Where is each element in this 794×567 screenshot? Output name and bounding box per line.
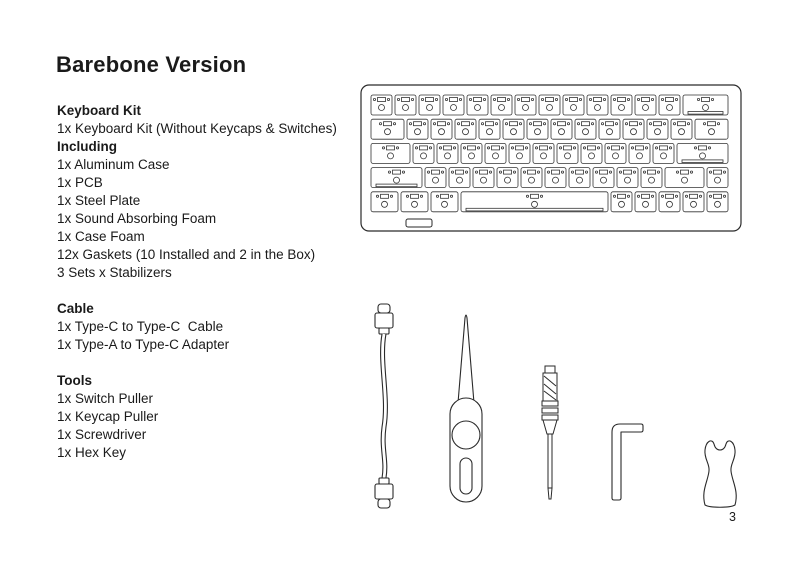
switch-puller-illustration [697, 433, 743, 509]
screwdriver-drawing [536, 364, 564, 504]
keycap-puller-illustration [437, 308, 497, 506]
keycap-puller-drawing [437, 308, 497, 506]
list-item: 1x Screwdriver [57, 427, 147, 442]
list-item: 12x Gaskets (10 Installed and 2 in the Box) [57, 247, 316, 262]
list-item: 1x Aluminum Case [57, 157, 170, 172]
list-item: 1x Keycap Puller [57, 409, 159, 424]
list-item: 1x Type-A to Type-C Adapter [57, 337, 230, 352]
keyboard-drawing [360, 84, 742, 232]
section-heading: Tools [57, 373, 92, 388]
page-number: 3 [729, 510, 736, 524]
list-item: 1x PCB [57, 175, 103, 190]
list-item: 1x Keyboard Kit (Without Keycaps & Switches) [57, 121, 337, 136]
cable-drawing [366, 302, 402, 510]
cable-illustration [366, 302, 402, 510]
keyboard-illustration [360, 84, 742, 232]
list-item: 1x Case Foam [57, 229, 145, 244]
section-tools [57, 372, 337, 462]
hex-key-illustration [606, 419, 646, 505]
list-item: 1x Type-C to Type-C Cable [57, 319, 224, 334]
section-heading: Cable [57, 301, 94, 316]
section-subheading: Including [57, 139, 117, 154]
list-item: 1x Switch Puller [57, 391, 154, 406]
list-item: 3 Sets x Stabilizers [57, 265, 172, 280]
contents-list [57, 102, 337, 480]
list-item: 1x Hex Key [57, 445, 127, 460]
page-title: Barebone Version [56, 52, 247, 77]
screwdriver-illustration [536, 364, 564, 504]
section-cable [57, 300, 337, 354]
section-heading: Keyboard Kit [57, 103, 142, 118]
list-item: 1x Sound Absorbing Foam [57, 211, 217, 226]
list-item: 1x Steel Plate [57, 193, 141, 208]
switch-puller-drawing [697, 433, 743, 509]
hex-key-drawing [606, 419, 646, 505]
section-keyboard-kit [57, 102, 337, 282]
